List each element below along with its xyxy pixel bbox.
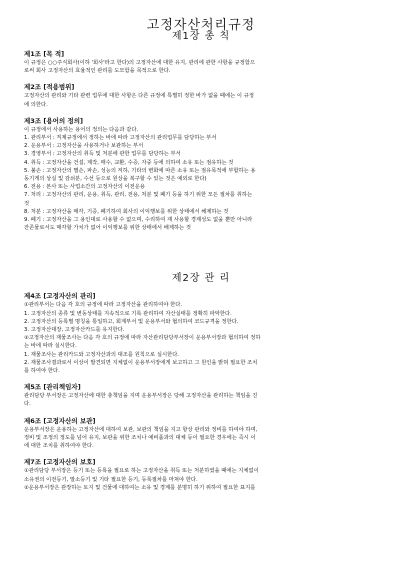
article-line: 5. 불손 : 고정자산의 멸손, 파손, 성능의 저하, 기타의 변화에 따른 소유 또는 점유목적에 부합하는 용 (24, 167, 256, 174)
article-line: 이 규정에서 사용하는 용어의 정의는 다음과 같다. (24, 126, 139, 133)
article-line: 2. 운용부서 : 고정자산을 사용하거나 보관하는 부서 (24, 143, 144, 150)
article-heading: 제7조 [고정자산의 보호] (24, 458, 96, 467)
article-heading: 제6조 [고정자산의 보관] (24, 416, 96, 425)
document-title: 고정자산처리규정 (146, 18, 256, 33)
article-line: 2. 재물조사결과로서 이상이 발견되면 지체없이 운용부서장에게 보고하고 그 원인을 밝혀 필요한 조치 (24, 359, 258, 366)
article-line: 관리담당 부서장은 고정자산에 대한 총책임을 지며 운용부서장은 당해 고정자산을 관리하는 책임을 진 (24, 393, 258, 400)
chapter-2-title: 제2장 관 리 (171, 273, 231, 285)
article-line: 다. (24, 401, 31, 408)
article-line: ②운용부서장은 관장하는 토지 및 건물에 대하여는 소유 및 경계를 분명히 하기 위하여 필요한 표지를 (24, 484, 256, 491)
article-line: 1. 관리부서 : 직제규정에서 정하는 바에 따라 고정자산의 관리업무를 담당하는 부서 (24, 135, 217, 142)
article-line: 1. 재물조사는 관리카드와 고정자산과의 대조를 원칙으로 실시한다. (24, 351, 179, 358)
article-line: 1. 고정자산의 종류 및 변동상태를 지속적으로 기록 관리하여 자산실태를 정확히 파악한다. (24, 310, 232, 317)
article-line: 소유권의 이전등기, 말소등기 및 기타 필요한 등기, 등록절차를 마쳐야 한다. (24, 476, 198, 483)
article-1 (24, 50, 378, 75)
article-line: 4. 취득 : 고정자산을 건설, 제작, 매수, 교환, 수증, 자중 등에 의하여 소유 또는 점유하는 것 (24, 159, 234, 166)
article-line: 잔존물로서도 매각할 가치가 없어 이익행보를 위한 상태에서 배제하는 것 (24, 225, 191, 232)
article-line: 8. 처분 : 고정자산을 매각, 기증, 폐기하여 회사의 이익행보를 위한 상태에서 해제하는 것 (24, 208, 229, 215)
article-line: 정비 및 조정의 정도를 넘어 유지, 보관을 위한 조치나 예비품과의 대체 등이 필요한 경우에는 즉시 이 (24, 434, 256, 441)
article-3 (24, 117, 378, 233)
article-heading: 제3조 [용어의 정의] (24, 116, 83, 125)
article-line: 를 하여야 한다. (24, 368, 60, 375)
chapter-1-title: 제1장 총 칙 (171, 31, 231, 42)
article-6 (24, 417, 378, 451)
article-line: 고정자산의 관리와 기타 관련 업무에 대한 사항은 다른 규정에 특별히 정한 바가 없을 때에는 이 규정 (24, 93, 254, 100)
article-line: ①관리담당 부서장은 등기 또는 등록을 필요로 하는 고정자산을 취득 또는 처분하였을 때에는 지체없이 (24, 468, 259, 475)
article-line: 3. 고정자산대장, 고정자산카드를 유지한다. (24, 327, 125, 334)
article-heading: 제2조 [적용범위] (24, 83, 75, 92)
article-line: 에 의한다. (24, 101, 48, 108)
article-line: ②고정자산의 재물조사는 다음 각 호의 규정에 따라 자산관리담당부서장이 운용부서장과 협의하여 정하 (24, 335, 261, 342)
article-line: 것 (24, 200, 30, 207)
article-line: ①관리부서는 다음 각 호의 규정에 따라 고정자산을 관리하여야 한다. (24, 302, 183, 309)
article-heading: 제4조 [고정자산의 관리] (24, 292, 96, 301)
article-line: 는 바에 따라 실시한다. (24, 343, 77, 350)
article-line: 이 규정은 ○○주식회사(이하 '회사'라고 한다)의 고정자산에 대한 유지, 관리에 관한 사항을 규정함으 (24, 60, 255, 66)
article-line: 동기게의 상실 및 감쇠분, 수선 등으로 원상을 복구할 수 있는 것은 예외로 한다) (24, 176, 207, 183)
article-line: 9. 폐기 : 고정자산을 그 용인대로 사용할 수 없으며, 수리하여 재 사용할 경제성도 없을 뿐만 아니라 (24, 217, 253, 224)
article-line: 로써 회사 고정자산의 효율적인 관리를 도모함을 목적으로 한다. (24, 68, 171, 75)
article-7 (24, 458, 378, 492)
article-line: 6. 전용 : 본사 또는 사업소간의 고정자산의 이전운용 (24, 184, 145, 191)
article-5 (24, 383, 378, 408)
article-heading: 제1조 [목 적] (24, 50, 65, 58)
article-line: 2. 고정자산의 등록별 명칭을 통일하고, 회계부서 및 운용부서와 협의하여 코드규격을 정한다. (24, 318, 239, 325)
article-line: 3. 경영부서 : 고정자산의 취득 및 처분에 관한 업무를 담당하는 부서 (24, 151, 181, 158)
article-4 (24, 292, 378, 375)
article-heading: 제5조 [관리책임자] (24, 383, 81, 392)
article-line: 운용부서장은 운용하는 고정자산에 대하여 보관, 보관의 책임을 지고 항상 관리와 정비를 하여야 하며, (24, 426, 258, 433)
article-line: 7. 처리 : 고정자산의 관리, 운용, 취득, 관리, 전용, 처분 및 폐기 등을 하기 위한 모든 절차를 취하는 (24, 192, 253, 199)
article-line: 에 대한 조치를 취하여야 한다. (24, 443, 94, 450)
article-2 (24, 83, 378, 108)
